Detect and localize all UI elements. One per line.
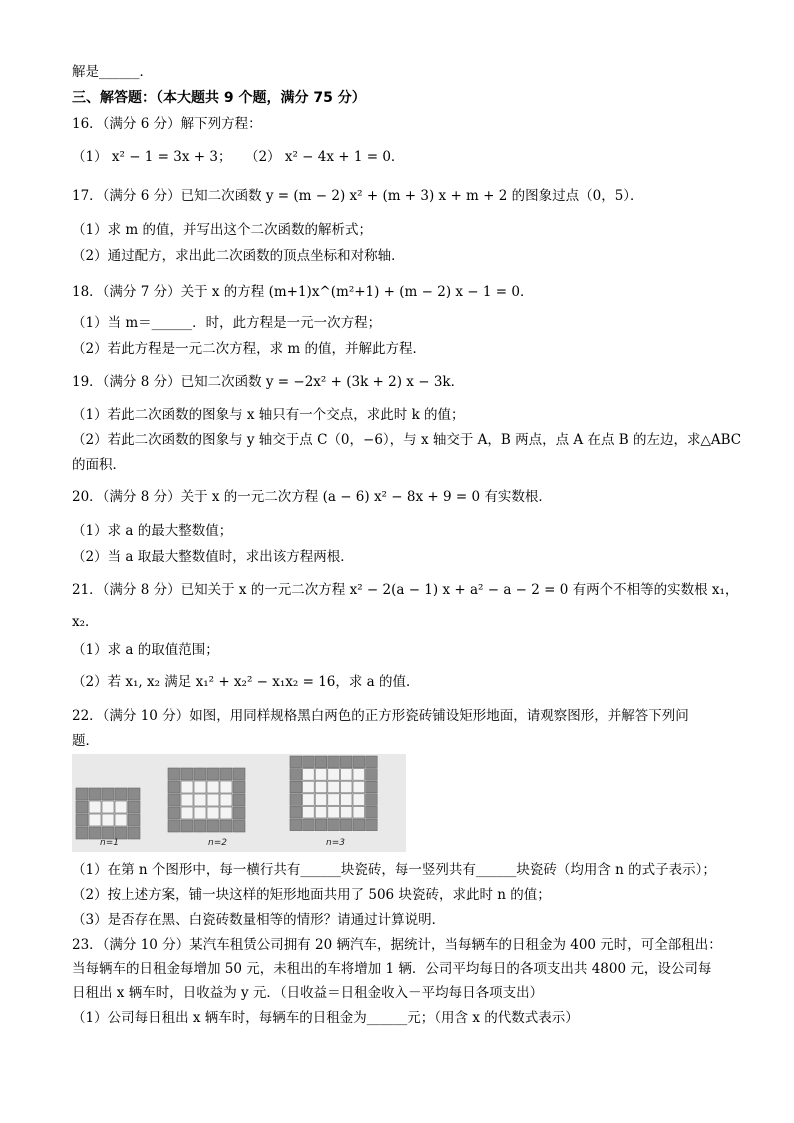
dark-tile [328,756,340,768]
light-tile [328,794,340,806]
q22-stem: 22．（满分 10 分）如图，用同样规格黑白两色的正方形瓷砖铺设矩形地面，请观察图形，并解答下列问 [72,708,689,724]
dark-tile [233,794,245,806]
light-tile [315,781,327,793]
light-tile [340,794,352,806]
dark-tile [353,819,365,831]
light-tile [102,814,114,826]
light-tile [328,806,340,818]
light-tile [353,781,365,793]
dark-tile [207,768,219,780]
q16-parts: （1） x² − 1 = 3x + 3； （2） x² − 4x + 1 = 0． [72,149,405,165]
dark-tile [366,794,378,806]
q20-stem: 20．（满分 8 分）关于 x 的一元二次方程 (a − 6) x² − 8x + 9 = 0 有实数根． [72,489,552,505]
light-tile [194,807,206,819]
q22-stem-cont: 题． [72,733,99,749]
dark-tile [290,781,302,793]
q20-part1: （1）求 a 的最大整数值； [72,523,233,539]
dark-tile [328,819,340,831]
q23-stem-2: 当每辆车的日租金每增加 50 元，未租出的车将增加 1 辆．公司平均每日的各项支出共 4800 元，设公司每 [72,961,712,977]
dark-tile [181,768,193,780]
dark-tile [168,768,180,780]
q22-part2: （2）按上述方案，铺一块这样的矩形地面共用了 506 块瓷砖，求此时 n 的值； [72,887,551,903]
dark-tile [290,794,302,806]
dark-tile [207,820,219,832]
dark-tile [303,819,315,831]
light-tile [89,801,101,813]
light-tile [207,781,219,793]
light-tile [102,801,114,813]
caption-n1: n=1 [100,838,119,848]
light-tile [340,806,352,818]
dark-tile [128,788,140,800]
q17-stem: 17．（满分 6 分）已知二次函数 y = (m − 2) x² + (m + 3) x + m + 2 的图象过点（0，5）． [72,188,644,204]
light-tile [89,814,101,826]
light-tile [220,807,232,819]
q18-stem: 18．（满分 7 分）关于 x 的方程 (m+1)x^(m²+1) + (m − 2) x − 1 = 0． [72,284,534,300]
light-tile [220,781,232,793]
dark-tile [220,820,232,832]
dark-tile [194,820,206,832]
q21-stem-cont: x₂． [72,614,99,630]
dark-tile [315,819,327,831]
light-tile [353,794,365,806]
dark-tile [290,819,302,831]
dark-tile [194,768,206,780]
dark-tile [315,756,327,768]
light-tile [328,769,340,781]
light-tile [207,794,219,806]
light-tile [353,769,365,781]
light-tile [303,806,315,818]
tile-patterns [72,754,406,852]
dark-tile [102,788,114,800]
dark-tile [76,788,88,800]
dark-tile [128,827,140,839]
q21-stem: 21．（满分 8 分）已知关于 x 的一元二次方程 x² − 2(a − 1) x + a² − a − 2 = 0 有两个不相等的实数根 x₁， [72,582,739,598]
light-tile [194,794,206,806]
dark-tile [168,794,180,806]
dark-tile [76,814,88,826]
light-tile [207,807,219,819]
light-tile [315,794,327,806]
q19-part2-cont: 的面积． [72,457,126,473]
q18-part1: （1）当 m＝______．时，此方程是一元一次方程； [72,315,382,331]
dark-tile [181,820,193,832]
q20-part2: （2）当 a 取最大整数值时，求出该方程两根． [72,549,354,565]
q23-stem-3: 日租出 x 辆车时，日收益为 y 元．（日收益＝日租金收入－平均每日各项支出） [72,985,544,1001]
light-tile [181,781,193,793]
q17-part2: （2）通过配方，求出此二次函数的顶点坐标和对称轴． [72,248,405,264]
dark-tile [168,820,180,832]
light-tile [115,814,127,826]
dark-tile [340,756,352,768]
q19-part1: （1）若此二次函数的图象与 x 轴只有一个交点，求此时 k 的值； [72,407,465,423]
dark-tile [366,756,378,768]
dark-tile [303,756,315,768]
light-tile [220,794,232,806]
light-tile [115,801,127,813]
dark-tile [220,768,232,780]
light-tile [194,781,206,793]
dark-tile [233,820,245,832]
light-tile [315,806,327,818]
dark-tile [76,827,88,839]
dark-tile [128,814,140,826]
q19-stem: 19．（满分 8 分）已知二次函数 y = −2x² + (3k + 2) x − 3k． [72,374,465,390]
light-tile [303,769,315,781]
dark-tile [353,756,365,768]
dark-tile [89,788,101,800]
light-tile [315,769,327,781]
dark-tile [233,768,245,780]
light-tile [353,806,365,818]
q23-stem: 23．（满分 10 分）某汽车租赁公司拥有 20 辆汽车，据统计，当每辆车的日租金为 400 元时，可全部租出： [72,937,722,953]
dark-tile [366,781,378,793]
dark-tile [168,781,180,793]
light-tile [181,807,193,819]
q21-part1: （1）求 a 的取值范围； [72,642,219,658]
caption-n3: n=3 [326,838,345,848]
dark-tile [366,806,378,818]
light-tile [340,769,352,781]
q22-part1: （1）在第 n 个图形中，每一横行共有______块瓷砖，每一竖列共有______块瓷砖（均用含 n 的式子表示）； [72,862,716,878]
q23-part1: （1）公司每日租出 x 辆车时，每辆车的日租金为______元；（用含 x 的代数式表示） [72,1010,579,1026]
dark-tile [233,807,245,819]
q17-part1: （1）求 m 的值，并写出这个二次函数的解析式； [72,222,372,238]
q21-part2: （2）若 x₁, x₂ 满足 x₁² + x₂² − x₁x₂ = 16，求 a 的值． [72,674,420,690]
q16-stem: 16．（满分 6 分）解下列方程： [72,116,262,132]
dark-tile [76,801,88,813]
section-heading: 三、解答题：（本大题共 9 个题，满分 75 分） [72,90,366,106]
light-tile [303,794,315,806]
caption-n2: n=2 [208,838,227,848]
dark-tile [290,769,302,781]
tile-figure [72,754,406,852]
dark-tile [115,788,127,800]
q22-part3: （3）是否存在黑、白瓷砖数量相等的情形？请通过计算说明． [72,912,446,928]
dark-tile [290,756,302,768]
light-tile [303,781,315,793]
dark-tile [168,807,180,819]
dark-tile [366,769,378,781]
prev-answer-line: 解是______． [72,64,153,80]
dark-tile [233,781,245,793]
light-tile [340,781,352,793]
q19-part2: （2）若此二次函数的图象与 y 轴交于点 C（0，−6），与 x 轴交于 A，B 两点，点 A 在点 B 的左边，求△ABC [72,432,742,448]
dark-tile [366,819,378,831]
light-tile [328,781,340,793]
q18-part2: （2）若此方程是一元二次方程，求 m 的值，并解此方程． [72,341,426,357]
light-tile [181,794,193,806]
dark-tile [290,806,302,818]
dark-tile [340,819,352,831]
dark-tile [128,801,140,813]
